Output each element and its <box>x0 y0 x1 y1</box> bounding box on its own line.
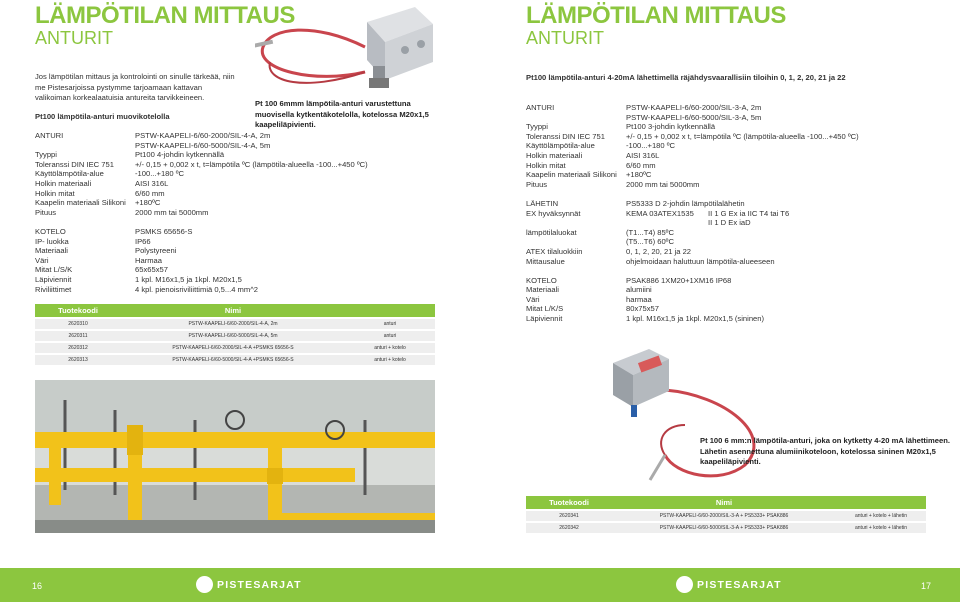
sensor-plastic-box-photo <box>255 2 445 100</box>
logo-mark-icon <box>676 576 693 593</box>
spec-value: 1 kpl. M16x1,5 ja 1kpl. M20x1,5 <box>135 274 242 284</box>
spec-value: (T5...T6) 60ºC <box>626 237 674 247</box>
page-subtitle: ANTURIT <box>526 28 604 48</box>
spec-value: (T1...T4) 85ºC <box>626 227 674 237</box>
table-row <box>526 522 926 533</box>
spec-key: Läpiviennit <box>35 274 72 284</box>
spec-key: Holkin mitat <box>35 188 75 198</box>
col-header-name: Nimi <box>121 304 345 318</box>
spec-value: Harmaa <box>135 255 163 265</box>
spec-value: Pt100 4-johdin kytkennällä <box>135 150 225 160</box>
cell-name: PSTW-KAAPELI-6/60-5000/SIL-3-A + PS5333+ PSAK886 <box>612 522 836 533</box>
col-header-desc <box>836 496 926 510</box>
cell-desc: anturi <box>345 330 435 342</box>
spec-key: lämpötilaluokat <box>526 227 577 237</box>
spec-value: 2000 mm tai 5000mm <box>135 207 209 217</box>
spec-key: Väri <box>35 255 49 265</box>
spec-value: alumiini <box>626 285 652 295</box>
spec-key: Kaapelin materiaali Silikoni <box>526 170 617 180</box>
spec-value: +/- 0,15 + 0,002 x t, t=lämpötila ºC (lämpötila-alueella -100...+450 ºC) <box>135 159 368 169</box>
spec-key: Käyttölämpötila-alue <box>526 141 595 151</box>
spec-key: Toleranssi DIN IEC 751 <box>35 159 114 169</box>
page-title: LÄMPÖTILAN MITTAUS <box>35 2 295 29</box>
spec-key: KOTELO <box>35 226 66 236</box>
spec-key: Tyyppi <box>526 122 548 132</box>
cell-name: PSTW-KAAPELI-6/60-2000/SIL-3-A + PS5333+ PSAK886 <box>612 510 836 522</box>
table-header-row <box>526 496 926 510</box>
table-row <box>35 342 435 354</box>
spec-value: PSAK886 1XM20+1XM16 IP68 <box>626 275 732 285</box>
spec-key: Väri <box>526 294 540 304</box>
page-title: LÄMPÖTILAN MITTAUS <box>526 2 786 29</box>
spec-value: PSTW-KAAPELI-6/60-5000/SIL-4-A, 5m <box>135 140 271 150</box>
spec-value: 0, 1, 2, 20, 21 ja 22 <box>626 246 692 256</box>
cell-name: PSTW-KAAPELI-6/60-5000/SIL-4-A +PSMKS 65656-S <box>121 354 345 365</box>
spec-value: PSTW-KAAPELI-6/60-5000/SIL-3-A, 5m <box>626 112 762 122</box>
table-row <box>35 330 435 342</box>
spec-key: Käyttölämpötila-alue <box>35 169 104 179</box>
spec-key: Pituus <box>526 179 548 189</box>
spec-key: Kaapelin materiaali Silikoni <box>35 198 126 208</box>
spec-value: PSMKS 65656-S <box>135 226 193 236</box>
spec-value: Pt100 3-johdin kytkennällä <box>626 122 716 132</box>
spec-value: KEMA 03ATEX1535 <box>626 208 694 218</box>
spec-value: +180ºC <box>626 170 652 180</box>
table-row <box>35 354 435 365</box>
page-number-left: 16 <box>32 581 43 591</box>
col-header-name: Nimi <box>612 496 836 510</box>
cell-desc: anturi <box>345 318 435 330</box>
spec-key: KOTELO <box>526 275 557 285</box>
cell-code: 2620342 <box>526 522 612 533</box>
spec-value: 4 kpl. pienoisriviliittimiä 0,5...4 mm^2 <box>135 284 258 294</box>
section-title: Pt100 lämpötila-anturi 4-20mA lähettimellä räjähdysvaarallisiin tiloihin 0, 1, 2, 20, 21 ja 22 <box>526 73 846 82</box>
spec-value: -100...+180 ºC <box>135 169 184 179</box>
spec-value: harmaa <box>626 294 652 304</box>
spec-value: 6/60 mm <box>626 160 656 170</box>
spec-value-extra: II 1 G Ex ia IIC T4 tai T6 <box>708 208 790 218</box>
spec-value: Polystyreeni <box>135 246 177 256</box>
spec-key: ATEX tilaluokkiin <box>526 246 583 256</box>
spec-key: Holkin mitat <box>526 160 566 170</box>
cell-code: 2620310 <box>35 318 121 330</box>
cell-code: 2620341 <box>526 510 612 522</box>
spec-key: Pituus <box>35 207 57 217</box>
spec-value: +/- 0,15 + 0,002 x t, t=lämpötila ºC (lämpötila-alueella -100...+450 ºC) <box>626 131 859 141</box>
right-page <box>480 0 960 602</box>
spec-key: Mitat L/S/K <box>35 265 73 275</box>
table-row <box>35 318 435 330</box>
spec-key: Läpiviennit <box>526 314 563 324</box>
col-header-code: Tuotekoodi <box>526 496 612 510</box>
gas-pipeline-photo <box>35 380 435 533</box>
photo-caption: Pt 100 6mmm lämpötila-anturi varustettuna muovisella kytkentäkotelolla, kotelossa M20x1,5 kaapeliläpivienti. <box>255 99 429 129</box>
spec-key: LÄHETIN <box>526 198 559 208</box>
spec-key: EX hyväksynnät <box>526 208 581 218</box>
product-table <box>526 496 926 533</box>
col-header-desc <box>345 304 435 318</box>
logo-text: PISTESARJAT <box>217 579 302 591</box>
cell-name: PSTW-KAAPELI-6/60-5000/SIL-4-A, 5m <box>121 330 345 342</box>
col-header-code: Tuotekoodi <box>35 304 121 318</box>
cell-name: PSTW-KAAPELI-6/60-2000/SIL-4-A +PSMKS 65656-S <box>121 342 345 354</box>
cell-code: 2620313 <box>35 354 121 365</box>
spec-value: 2000 mm tai 5000mm <box>626 179 700 189</box>
spec-value-extra: II 1 D Ex iaD <box>708 218 751 228</box>
spec-key: Mitat L/K/S <box>526 304 564 314</box>
spec-value: 65x65x57 <box>135 265 168 275</box>
spec-value: PSTW-KAAPELI-6/60-2000/SIL-3-A, 2m <box>626 103 762 112</box>
intro-text: Jos lämpötilan mittaus ja kontrolointi on sinulle tärkeää, niin me Pistesarjoissa pystymme tarjoamaan kattavan valikoiman korkealaatuisia antureita tarvikkeineen. <box>35 72 235 102</box>
spec-key: IP- luokka <box>35 236 69 246</box>
spec-value: PS5333 D 2-johdin lämpötilalähetin <box>626 198 745 208</box>
spec-key: ANTURI <box>526 103 555 112</box>
logo-text: PISTESARJAT <box>697 579 782 591</box>
cell-name: PSTW-KAAPELI-6/60-2000/SIL-4-A, 2m <box>121 318 345 330</box>
cell-desc: anturi + kotelo + lähetin <box>836 510 926 522</box>
cell-code: 2620311 <box>35 330 121 342</box>
spec-value: -100...+180 ºC <box>626 141 675 151</box>
spec-value: AISI 316L <box>626 150 660 160</box>
table-header-row <box>35 304 435 318</box>
spec-key: Materiaali <box>526 285 559 295</box>
spec-key: Toleranssi DIN IEC 751 <box>526 131 605 141</box>
spec-value: 80x75x57 <box>626 304 659 314</box>
cell-desc: anturi + kotelo + lähetin <box>836 522 926 533</box>
spec-key: ANTURI <box>35 131 64 140</box>
cell-code: 2620312 <box>35 342 121 354</box>
spec-key: Materiaali <box>35 246 68 256</box>
page-number-right: 17 <box>921 581 932 591</box>
section-title: Pt100 lämpötila-anturi muovikotelolla <box>35 112 170 121</box>
spec-value: IP66 <box>135 236 151 246</box>
spec-value: 6/60 mm <box>135 188 165 198</box>
spec-value: PSTW-KAAPELI-6/60-2000/SIL-4-A, 2m <box>135 131 271 140</box>
product-table <box>35 304 435 365</box>
spec-value: +180ºC <box>135 198 161 208</box>
table-row <box>526 510 926 522</box>
spec-key: Holkin materiaali <box>35 178 92 188</box>
spec-value: ohjelmoidaan haluttuun lämpötila-alueeseen <box>626 256 775 266</box>
spec-key: Holkin materiaali <box>526 150 583 160</box>
cell-desc: anturi + kotelo <box>345 354 435 365</box>
page-subtitle: ANTURIT <box>35 28 113 48</box>
photo-caption: Pt 100 6 mm:n lämpötila-anturi, joka on kytketty 4-20 mA lähettimeen. Lähetin asennettuna alumiinikoteloon, kotelossa sininen M20x1,5 kaapeliläpivienti. <box>700 436 950 466</box>
logo-mark-icon <box>196 576 213 593</box>
spec-key: Mittausalue <box>526 256 565 266</box>
spec-value: AISI 316L <box>135 178 169 188</box>
cell-desc: anturi + kotelo <box>345 342 435 354</box>
spec-value: 1 kpl. M16x1,5 ja 1kpl. M20x1,5 (sininen) <box>626 314 765 324</box>
spec-key: Riviliittimet <box>35 284 72 294</box>
spec-key: Tyyppi <box>35 150 57 160</box>
footer-bar <box>0 568 960 602</box>
